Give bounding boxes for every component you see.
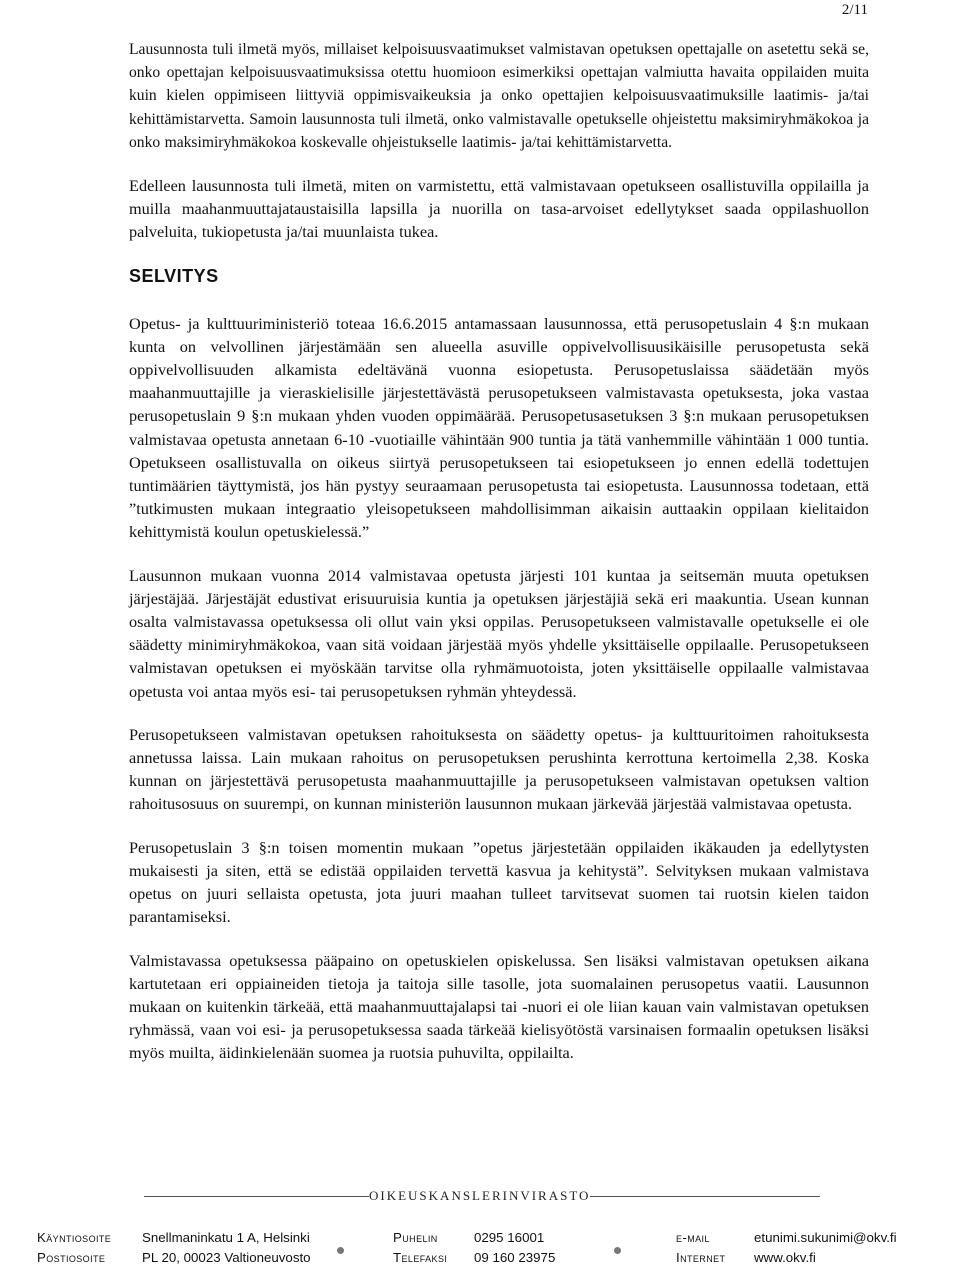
web-link[interactable]: www.okv.fi [754,1250,816,1265]
letterhead-rule-right [590,1196,820,1197]
phone-label: Puhelin [393,1230,438,1245]
visit-address-value: Snellmaninkatu 1 A, Helsinki [142,1230,310,1245]
footer [0,1228,960,1268]
postal-address-value: PL 20, 00023 Valtioneuvosto [142,1250,311,1265]
paragraph-selvitys-4: Perusopetuslain 3 §:n toisen momentin mukaan ”opetus järjestetään oppilaiden ikäkauden ja edellytysten mukaisesti ja siten, että se edistää oppilaiden tervettä kasvua ja kehitystä”. Selvityksen mukaan valmistava opetus on juuri sellaista opetusta, jota juuri maahan tulleet tarvitsevat suomen tai ruotsin kielen taidon parantamiseksi. [129,837,869,927]
paragraph-lausunto-1: Lausunnosta tuli ilmetä myös, millaiset kelpoisuusvaatimukset valmistavan opetuksen opettajalle on asetettu sekä se, onko opettajan kelpoisuusvaatimuksissa otettu huomioon esimerkiksi opettajan valmiutta havaita oppilaiden muita kuin kielen oppimiseen liittyviä oppimisvaikeuksia ja onko opettajien kelpoisuusvaatimuksille laatimis- ja/tai kehittämistarvetta. Samoin lausunnosta tuli ilmetä, onko valmistavalle opetukselle ohjeistettu maksimiryhmäkokoa ja onko maksimiryhmäkokoa koskevalle ohjeistukselle laatimis- ja/tai kehittämistarvetta. [129,41,869,151]
paragraph-selvitys-1: Opetus- ja kulttuuriministeriö toteaa 16.6.2015 antamassaan lausunnossa, että perusopetuslain 4 §:n mukaan kunta on velvollinen järjestämään sen alueella asuville oppivelvollisuusikäisille perusopetusta sekä oppivelvollisuuden alkamista edeltävänä vuonna esiopetusta. Perusopetuslaissa säädetään myös maahanmuuttajille ja vieraskielisille järjestettävästä perusopetukseen valmistavasta opetuksesta, joka vastaa perusopetuslain 9 §:n mukaan yhden vuoden oppimäärää. Perusopetusasetuksen 3 §:n mukaan perusopetuksen valmistavaa opetusta annetaan 6-10 -vuotiaille vähintään 900 tuntia ja tätä vanhemmille vähintään 1 000 tuntia. Opetukseen osallistuvalla on oikeus siirtyä perusopetukseen tai esiopetukseen jo ennen edellä todettujen tuntimäärien täyttymistä, jos hän pystyy seuraamaan perusopetusta tai esiopetusta. Lausunnossa todetaan, että ”tutkimusten mukaan integraatio yleisopetukseen mahdollisimman aikaisin auttaakin oppilaan kielitaidon kehittymistä koulun opetuskielessä.” [129,313,869,542]
organization-name: OIKEUSKANSLERINVIRASTO [369,1188,591,1203]
paragraph-selvitys-5: Valmistavassa opetuksessa pääpaino on opetuskielen opiskelussa. Sen lisäksi valmistavan opetuksen aikana kartutetaan eri oppiaineiden tietoja ja taitoja sille tasolle, jota suomalainen perusopetus vaatii. Lausunnon mukaan on kuitenkin tärkeää, että maahanmuuttajalapsi tai -nuori ei ole liian kauan vain valmistavan opetuksen ryhmässä, vaan voi esi- ja perusopetuksessa saada tärkeää kielisyötöstä varsinaisen formaalin opetuksen lisäksi myös muilta, äidinkielenään suomea ja ruotsia puhuvilta, oppilailta. [129,950,869,1063]
phone-value: 0295 16001 [474,1230,545,1245]
email-link[interactable]: etunimi.sukunimi@okv.fi [754,1230,897,1245]
letterhead [0,1186,960,1208]
paragraph-lausunto-2: Edelleen lausunnosta tuli ilmetä, miten on varmistettu, että valmistavaan opetukseen osallistuvilla oppilailla ja muilla maahanmuuttajataustaisilla lapsilla ja nuorilla on tasa-arvoiset edellytykset saada oppilashuollon palveluita, tukiopetusta ja/tai muunlaista tukea. [129,176,869,242]
page-number: 2/11 [841,2,868,18]
email-label: e-mail [676,1230,710,1245]
paragraph-selvitys-2: Lausunnon mukaan vuonna 2014 valmistavaa opetusta järjesti 101 kuntaa ja seitsemän muuta opetuksen järjestäjää. Järjestäjät edustivat erisuuruisia kuntia ja opetuksen järjestäjiä sekä eri maakuntia. Usean kunnan osalta valmistavassa opetuksessa oli ollut vain yksi oppilas. Perusopetukseen valmistavalle opetukselle ei ole säädetty minimiryhmäkokoa, vaan sitä voidaan järjestää myös yhdelle yksittäiselle oppilaalle. Perusopetukseen valmistavan opetuksen ei myöskään tarvitse olla ryhmämuotoista, joten yksittäiselle oppilaalle valmistavaa opetusta voi antaa myös esi- tai perusopetuksen ryhmän yhteydessä. [129,565,869,701]
letterhead-rule-left [144,1196,369,1197]
separator-dot-icon [614,1247,621,1254]
fax-label: Telefaksi [393,1250,448,1265]
paragraph-selvitys-3: Perusopetukseen valmistavan opetuksen rahoituksesta on säädetty opetus- ja kulttuuritoimen rahoituksesta annetussa laissa. Lain mukaan rahoitus on perusopetuksen perushinta kerrottuna kertoimella 2,38. Koska kunnan on järjestettävä perusopetusta maahanmuuttajille ja perusopetukseen valmistavan opetuksen valtion rahoitusosuus on suurempi, on kunnan ministeriön lausunnon mukaan järkevää järjestää valmistavaa opetusta. [129,724,869,814]
fax-value: 09 160 23975 [474,1250,556,1265]
web-label: Internet [676,1250,726,1265]
postal-address-label: Postiosoite [37,1250,106,1265]
visit-address-label: Käyntiosoite [37,1230,112,1245]
section-heading: SELVITYS [129,265,219,286]
separator-dot-icon [337,1247,344,1254]
document-body [129,38,869,1085]
